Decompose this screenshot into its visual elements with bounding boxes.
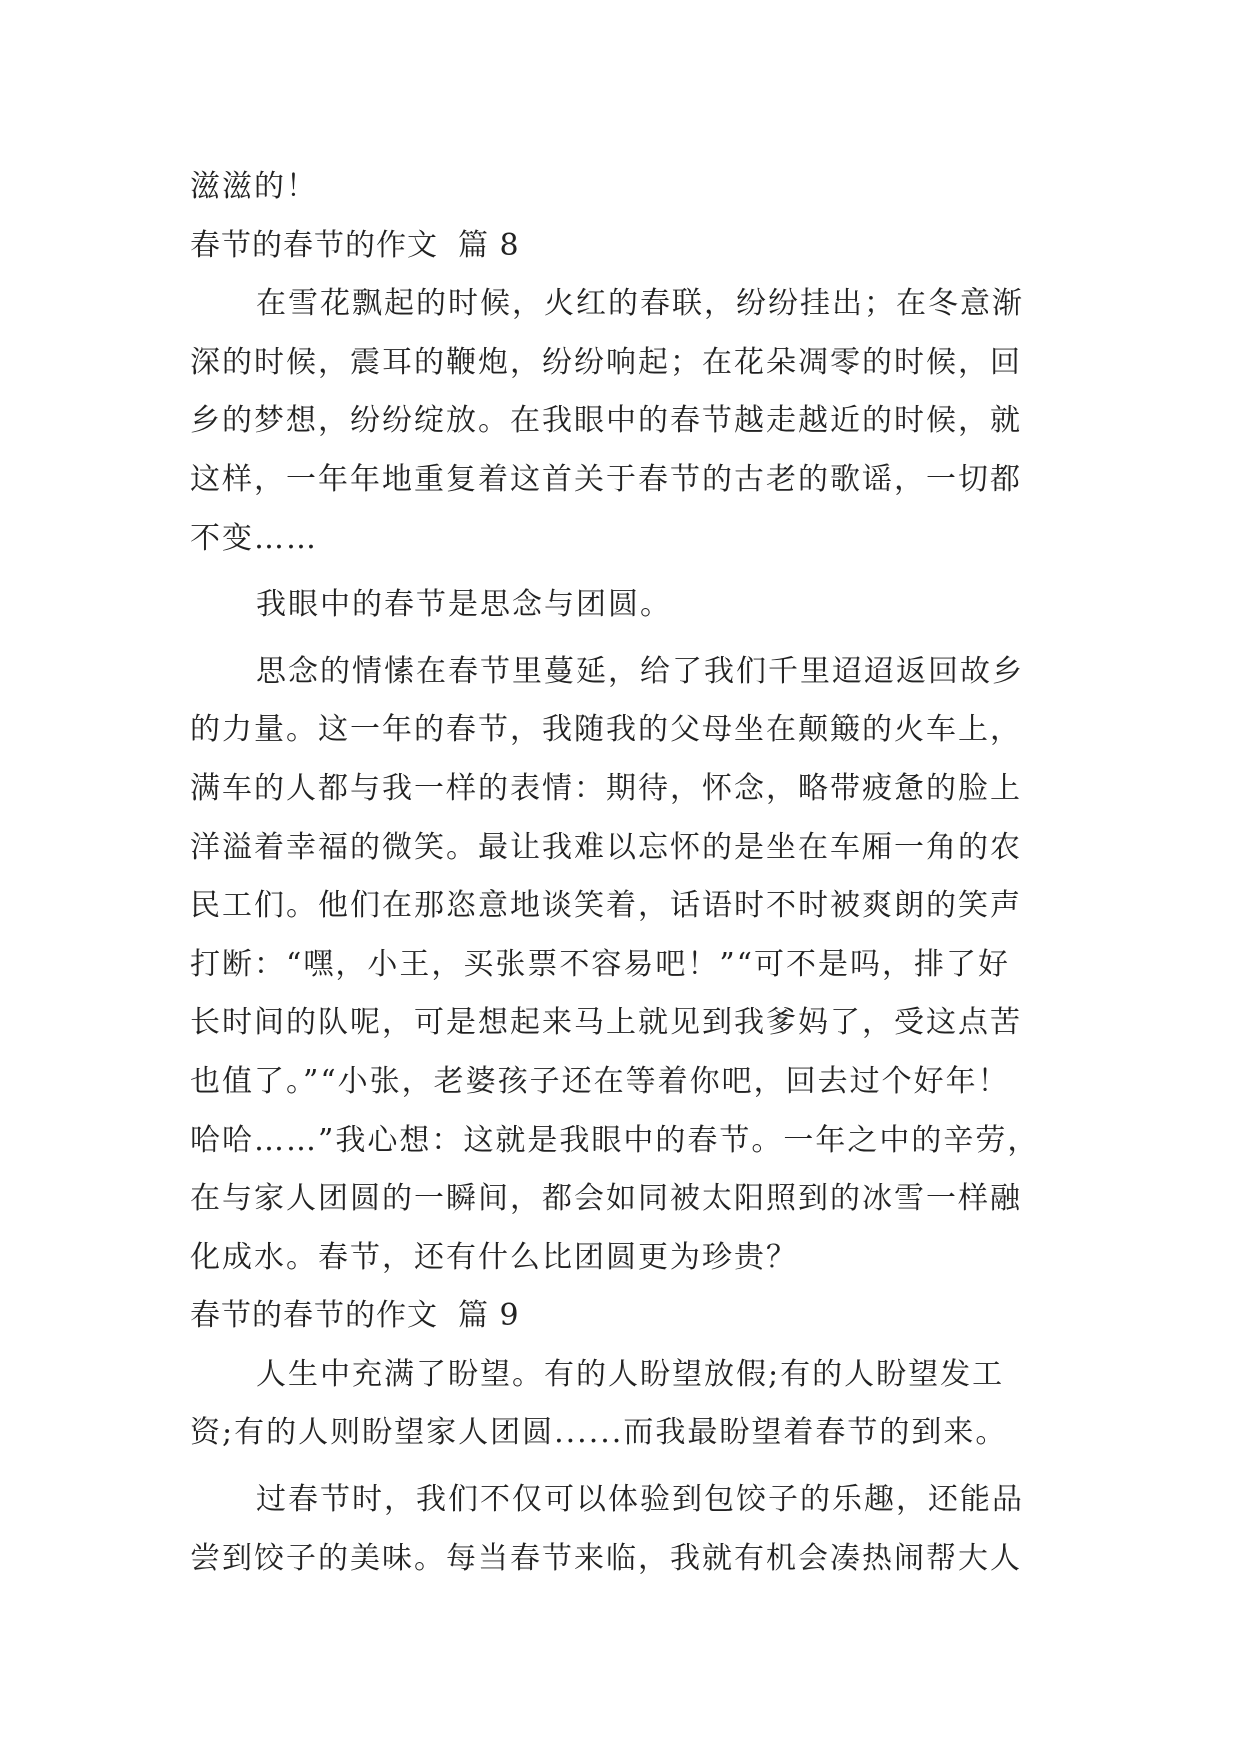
section-heading-title: 春节的春节的作文	[190, 1298, 438, 1334]
section-heading-number: 篇 9	[458, 1298, 520, 1334]
section-heading	[190, 217, 1060, 276]
paragraph-line: 这样，一年年地重复着这首关于春节的古老的歌谣，一切都	[190, 461, 1022, 497]
paragraph-line: 思念的情愫在春节里蔓延，给了我们千里迢迢返回故乡	[256, 653, 1024, 689]
paragraph-line: 也值了。”“小张，老婆孩子还在等着你吧，回去过个好年！	[190, 1063, 1010, 1099]
paragraph-spacer	[190, 568, 1060, 576]
paragraph	[190, 158, 1060, 217]
paragraph-line: 满车的人都与我一样的表情：期待，怀念，略带疲惫的脸上	[190, 770, 1022, 806]
section-heading-title: 春节的春节的作文	[190, 227, 438, 263]
paragraph-line: 打断：“嘿，小王，买张票不容易吧！”“可不是吗，排了好	[190, 946, 1011, 982]
paragraph-line: 在雪花飘起的时候，火红的春联，纷纷挂出；在冬意渐	[256, 286, 1024, 322]
paragraph-line: 人生中充满了盼望。有的人盼望放假;有的人盼望发工	[256, 1356, 1005, 1392]
paragraph-line: 的力量。这一年的春节，我随我的父母坐在颠簸的火车上，	[190, 712, 1022, 748]
paragraph-line: 不变……	[190, 520, 318, 556]
paragraph-line: 化成水。春节，还有什么比团圆更为珍贵？	[190, 1239, 798, 1275]
paragraph	[190, 1346, 1060, 1463]
section-heading-number: 篇 8	[458, 227, 520, 263]
paragraph-line: 长时间的队呢，可是想起来马上就见到我爹妈了，受这点苦	[190, 1005, 1022, 1041]
section-heading	[190, 1287, 1060, 1346]
paragraph-line: 资;有的人则盼望家人团圆......而我最盼望着春节的到来。	[190, 1415, 1008, 1451]
paragraph-line: 在与家人团圆的一瞬间，都会如同被太阳照到的冰雪一样融	[190, 1181, 1022, 1217]
paragraph-line: 深的时候，震耳的鞭炮，纷纷响起；在花朵凋零的时候，回	[190, 344, 1022, 380]
paragraph-line: 乡的梦想，纷纷绽放。在我眼中的春节越走越近的时候，就	[190, 403, 1022, 439]
paragraph-line: 滋滋的！	[190, 169, 318, 204]
paragraph-line: 哈哈……”我心想：这就是我眼中的春节。一年之中的辛劳，	[190, 1122, 1040, 1158]
paragraph-line: 洋溢着幸福的微笑。最让我难以忘怀的是坐在车厢一角的农	[190, 829, 1022, 865]
paragraph-line: 尝到饺子的美味。每当春节来临，我就有机会凑热闹帮大人	[190, 1540, 1022, 1576]
paragraph	[190, 576, 1060, 635]
paragraph-spacer	[190, 1463, 1060, 1471]
paragraph-line: 民工们。他们在那恣意地谈笑着，话语时不时被爽朗的笑声	[190, 888, 1022, 924]
paragraph-line: 过春节时，我们不仅可以体验到包饺子的乐趣，还能品	[256, 1482, 1024, 1518]
paragraph-line: 我眼中的春节是思念与团圆。	[256, 587, 672, 623]
paragraph	[190, 275, 1060, 568]
document-body	[190, 158, 1060, 1588]
paragraph-spacer	[190, 635, 1060, 643]
paragraph	[190, 1471, 1060, 1588]
paragraph	[190, 643, 1060, 1288]
